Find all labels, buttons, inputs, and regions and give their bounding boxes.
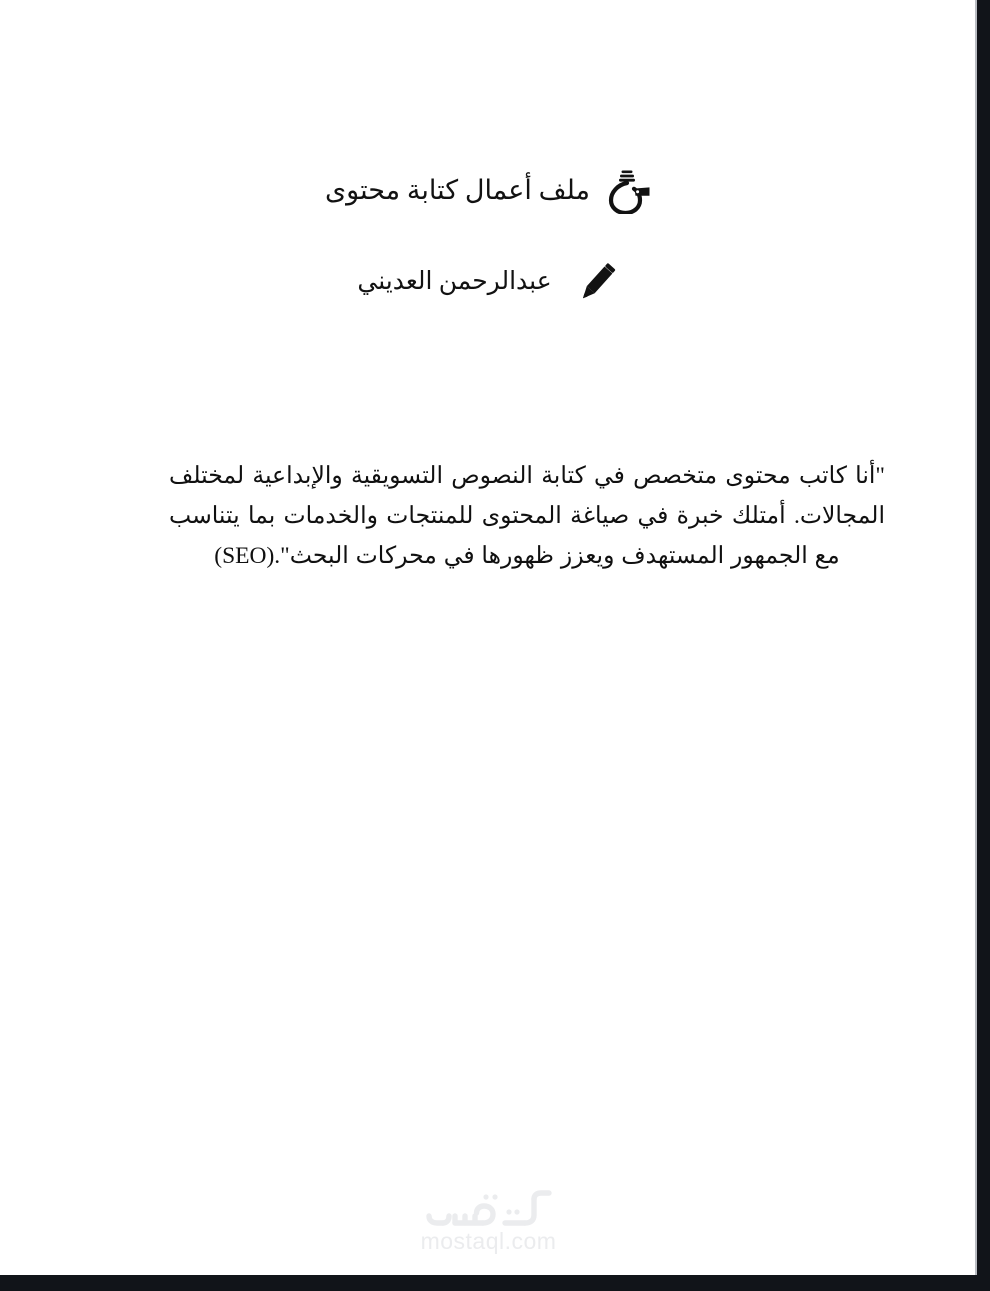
pencil-icon (574, 258, 620, 306)
lightbulb-tag-icon (608, 168, 652, 214)
viewer-bottom-bar (0, 1275, 990, 1291)
document-author-line (0, 258, 977, 306)
intro-paragraph: "أنا كاتب محتوى متخصص في كتابة النصوص التسويقية والإبداعية لمختلف المجالات. أمتلك خبرة في صياغة المحتوى للمنتجات والخدمات بما يتناسب مع الجمهور المستهدف ويعزز ظهورها في محركات البحث".(SEO) (169, 462, 885, 569)
viewer-scrollbar[interactable] (977, 0, 990, 1291)
watermark-domain: mostaql.com (420, 1228, 557, 1254)
page-title: ملف أعمال كتابة محتوى (325, 175, 591, 206)
watermark-brand-icon (421, 1190, 557, 1228)
author-name: عبدالرحمن العديني (357, 268, 552, 296)
watermark (0, 1190, 977, 1253)
document-title-line (0, 168, 977, 214)
